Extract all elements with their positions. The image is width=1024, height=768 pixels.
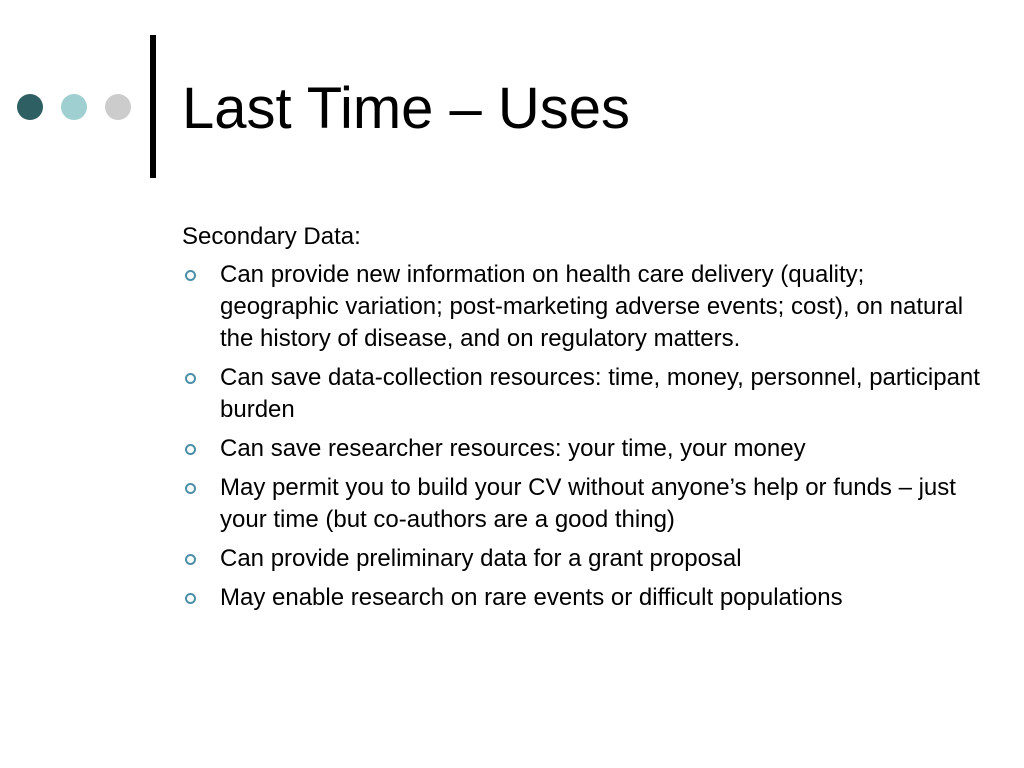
hollow-circle-bullet-icon <box>185 483 196 494</box>
bullet-text: Can provide preliminary data for a grant proposal <box>220 545 742 572</box>
light-teal-dot-icon <box>61 94 87 120</box>
dark-teal-dot-icon <box>17 94 43 120</box>
hollow-circle-bullet-icon <box>185 593 196 604</box>
intro-text: Secondary Data: <box>182 223 361 250</box>
list-item <box>182 362 982 426</box>
hollow-circle-bullet-icon <box>185 270 196 281</box>
bullet-text: May permit you to build your CV without anyone’s help or funds – just your time (but co-authors are a good thing) <box>220 474 956 533</box>
bullet-text: Can save researcher resources: your time, your money <box>220 435 806 462</box>
slide-body <box>182 221 982 621</box>
hollow-circle-bullet-icon <box>185 444 196 455</box>
list-item <box>182 543 982 575</box>
hollow-circle-bullet-icon <box>185 373 196 384</box>
slide-title: Last Time – Uses <box>182 76 631 141</box>
decorative-dots <box>17 94 133 120</box>
list-item <box>182 433 982 465</box>
title-divider <box>150 35 156 178</box>
list-item <box>182 259 982 355</box>
hollow-circle-bullet-icon <box>185 554 196 565</box>
gray-dot-icon <box>105 94 131 120</box>
bullet-text: May enable research on rare events or difficult populations <box>220 584 843 611</box>
bullet-list <box>182 259 982 614</box>
list-item <box>182 582 982 614</box>
list-item <box>182 472 982 536</box>
bullet-text: Can provide new information on health care delivery (quality; geographic variation; post-marketing adverse events; cost), on natural the history of disease, and on regulatory matters. <box>220 261 964 352</box>
bullet-text: Can save data-collection resources: time, money, personnel, participant burden <box>220 364 980 423</box>
